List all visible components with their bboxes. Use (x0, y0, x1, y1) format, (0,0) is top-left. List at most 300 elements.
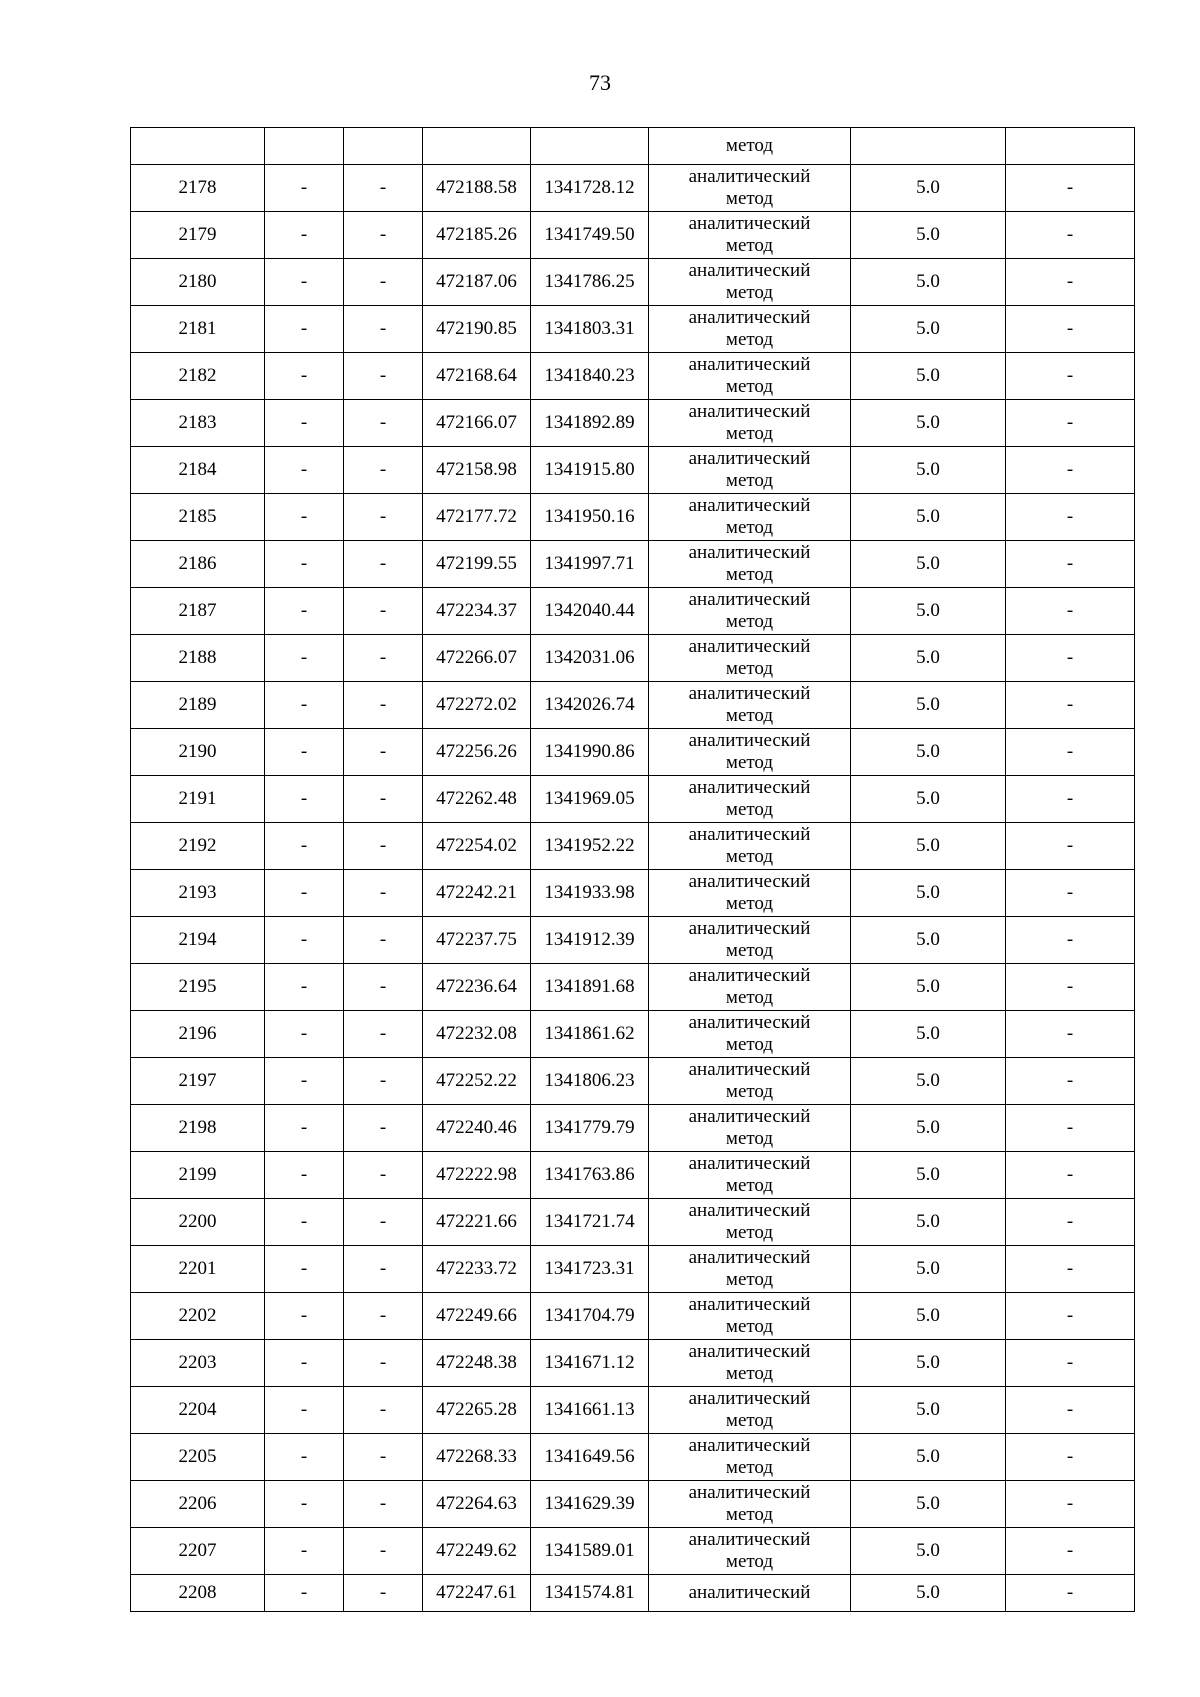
cell-col2: - (265, 776, 344, 823)
method-line: метод (725, 1551, 774, 1572)
cell-y: 1341950.16 (531, 494, 649, 541)
cell-point-number: 2207 (131, 1528, 265, 1575)
method-line: метод (725, 1457, 774, 1478)
table-row (131, 494, 1135, 541)
table-row (131, 212, 1135, 259)
method-line: метод (725, 1081, 774, 1102)
cell-col8: - (1006, 588, 1135, 635)
cell-x: 472262.48 (423, 776, 531, 823)
cell-accuracy: 5.0 (851, 964, 1006, 1011)
cell-accuracy: 5.0 (851, 353, 1006, 400)
cell-col2: - (265, 1575, 344, 1612)
table-row (131, 870, 1135, 917)
cell-point-number: 2187 (131, 588, 265, 635)
cell-point-number: 2206 (131, 1481, 265, 1528)
cell-point-number: 2182 (131, 353, 265, 400)
cell-accuracy: 5.0 (851, 212, 1006, 259)
cell-accuracy: 5.0 (851, 917, 1006, 964)
cell-point-number: 2196 (131, 1011, 265, 1058)
cell-col3: - (344, 1387, 423, 1434)
method-line: метод (725, 1316, 774, 1337)
method-line: метод (725, 517, 774, 538)
cell-method (649, 447, 851, 494)
cell-col2: - (265, 541, 344, 588)
method-line: аналитический (688, 965, 811, 986)
cell-col2 (265, 128, 344, 165)
cell-x: 472252.22 (423, 1058, 531, 1105)
cell-col8: - (1006, 964, 1135, 1011)
cell-method (649, 588, 851, 635)
method-line: аналитический (688, 730, 811, 751)
cell-y (531, 128, 649, 165)
cell-col8: - (1006, 400, 1135, 447)
cell-x (423, 128, 531, 165)
cell-col8 (1006, 128, 1135, 165)
cell-col2: - (265, 682, 344, 729)
cell-col2: - (265, 1528, 344, 1575)
table-row (131, 1058, 1135, 1105)
cell-x: 472249.66 (423, 1293, 531, 1340)
cell-method (649, 1152, 851, 1199)
cell-col3: - (344, 494, 423, 541)
cell-col3: - (344, 1058, 423, 1105)
cell-point-number: 2188 (131, 635, 265, 682)
cell-point-number: 2190 (131, 729, 265, 776)
cell-x: 472190.85 (423, 306, 531, 353)
table-row (131, 1152, 1135, 1199)
cell-col2: - (265, 447, 344, 494)
cell-col3 (344, 128, 423, 165)
cell-method (649, 729, 851, 776)
cell-accuracy: 5.0 (851, 400, 1006, 447)
cell-x: 472249.62 (423, 1528, 531, 1575)
cell-y: 1341749.50 (531, 212, 649, 259)
cell-col3: - (344, 212, 423, 259)
cell-point-number: 2178 (131, 165, 265, 212)
cell-point-number: 2180 (131, 259, 265, 306)
cell-x: 472272.02 (423, 682, 531, 729)
cell-accuracy: 5.0 (851, 682, 1006, 729)
cell-accuracy: 5.0 (851, 165, 1006, 212)
cell-point-number: 2184 (131, 447, 265, 494)
cell-col8: - (1006, 870, 1135, 917)
cell-col3: - (344, 1481, 423, 1528)
cell-method (649, 682, 851, 729)
cell-x: 472199.55 (423, 541, 531, 588)
cell-x: 472268.33 (423, 1434, 531, 1481)
cell-accuracy: 5.0 (851, 1105, 1006, 1152)
cell-col2: - (265, 588, 344, 635)
method-line: аналитический (688, 448, 811, 469)
cell-col2: - (265, 1058, 344, 1105)
cell-y: 1341891.68 (531, 964, 649, 1011)
cell-col3: - (344, 353, 423, 400)
method-line: метод (725, 1128, 774, 1149)
method-line: метод (725, 987, 774, 1008)
cell-x: 472158.98 (423, 447, 531, 494)
cell-point-number: 2186 (131, 541, 265, 588)
method-line: метод (725, 423, 774, 444)
cell-col8: - (1006, 917, 1135, 964)
cell-col2: - (265, 259, 344, 306)
cell-x: 472188.58 (423, 165, 531, 212)
method-line: аналитический (688, 1529, 811, 1550)
cell-y: 1341915.80 (531, 447, 649, 494)
cell-y: 1341892.89 (531, 400, 649, 447)
cell-col2: - (265, 353, 344, 400)
cell-col3: - (344, 917, 423, 964)
table-row (131, 1387, 1135, 1434)
cell-col2: - (265, 165, 344, 212)
cell-accuracy: 5.0 (851, 1528, 1006, 1575)
table-row (131, 353, 1135, 400)
cell-y: 1341671.12 (531, 1340, 649, 1387)
method-line: метод (725, 329, 774, 350)
cell-col8: - (1006, 1293, 1135, 1340)
cell-accuracy: 5.0 (851, 494, 1006, 541)
cell-point-number: 2205 (131, 1434, 265, 1481)
cell-point-number: 2189 (131, 682, 265, 729)
cell-y: 1341629.39 (531, 1481, 649, 1528)
cell-x: 472185.26 (423, 212, 531, 259)
cell-y: 1341912.39 (531, 917, 649, 964)
cell-col3: - (344, 823, 423, 870)
cell-col8: - (1006, 259, 1135, 306)
cell-y: 1341723.31 (531, 1246, 649, 1293)
cell-col3: - (344, 1434, 423, 1481)
cell-method (649, 1481, 851, 1528)
table-row (131, 165, 1135, 212)
cell-point-number: 2200 (131, 1199, 265, 1246)
cell-y: 1341661.13 (531, 1387, 649, 1434)
table-row (131, 588, 1135, 635)
method-line: аналитический (688, 1435, 811, 1456)
method-line: аналитический (688, 589, 811, 610)
method-line: метод (725, 799, 774, 820)
table-row (131, 1575, 1135, 1612)
cell-col8: - (1006, 1199, 1135, 1246)
cell-x: 472254.02 (423, 823, 531, 870)
cell-point-number: 2199 (131, 1152, 265, 1199)
cell-col2: - (265, 306, 344, 353)
cell-accuracy: 5.0 (851, 1481, 1006, 1528)
cell-y: 1341969.05 (531, 776, 649, 823)
cell-col3: - (344, 682, 423, 729)
cell-point-number: 2202 (131, 1293, 265, 1340)
table-row (131, 1481, 1135, 1528)
cell-col2: - (265, 400, 344, 447)
cell-col8: - (1006, 541, 1135, 588)
method-line: аналитический (688, 918, 811, 939)
cell-col2: - (265, 212, 344, 259)
cell-y: 1341997.71 (531, 541, 649, 588)
cell-x: 472264.63 (423, 1481, 531, 1528)
cell-col8: - (1006, 353, 1135, 400)
cell-col3: - (344, 541, 423, 588)
cell-method (649, 917, 851, 964)
cell-x: 472187.06 (423, 259, 531, 306)
cell-point-number: 2204 (131, 1387, 265, 1434)
cell-method (649, 1575, 851, 1612)
cell-accuracy: 5.0 (851, 870, 1006, 917)
cell-accuracy: 5.0 (851, 1434, 1006, 1481)
method-line: метод (725, 940, 774, 961)
method-line: аналитический (688, 1153, 811, 1174)
cell-accuracy: 5.0 (851, 729, 1006, 776)
cell-col3: - (344, 165, 423, 212)
method-line: аналитический (688, 401, 811, 422)
method-line: аналитический (688, 542, 811, 563)
cell-x: 472177.72 (423, 494, 531, 541)
cell-col8: - (1006, 1340, 1135, 1387)
method-line: метод (725, 1410, 774, 1431)
cell-accuracy: 5.0 (851, 1152, 1006, 1199)
cell-accuracy: 5.0 (851, 1293, 1006, 1340)
cell-accuracy: 5.0 (851, 447, 1006, 494)
method-line: аналитический (688, 1012, 811, 1033)
cell-point-number: 2181 (131, 306, 265, 353)
cell-method (649, 541, 851, 588)
method-line: метод (725, 752, 774, 773)
cell-y: 1342040.44 (531, 588, 649, 635)
cell-col8: - (1006, 776, 1135, 823)
method-line: метод (725, 135, 774, 156)
method-line: метод (725, 705, 774, 726)
cell-method (649, 212, 851, 259)
cell-method (649, 1199, 851, 1246)
method-line: аналитический (688, 354, 811, 375)
method-line: аналитический (688, 636, 811, 657)
table-row (131, 964, 1135, 1011)
cell-col8: - (1006, 1246, 1135, 1293)
cell-col3: - (344, 776, 423, 823)
table-row (131, 635, 1135, 682)
cell-col2: - (265, 1387, 344, 1434)
cell-y: 1341786.25 (531, 259, 649, 306)
cell-y: 1341589.01 (531, 1528, 649, 1575)
cell-col2: - (265, 494, 344, 541)
table-row (131, 776, 1135, 823)
cell-method (649, 1058, 851, 1105)
cell-method (649, 1011, 851, 1058)
cell-col3: - (344, 1246, 423, 1293)
method-line: аналитический (688, 307, 811, 328)
cell-col8: - (1006, 1152, 1135, 1199)
table-row (131, 259, 1135, 306)
method-line: метод (725, 470, 774, 491)
cell-col2: - (265, 1293, 344, 1340)
table-row (131, 823, 1135, 870)
cell-point-number: 2193 (131, 870, 265, 917)
method-line: аналитический (688, 1582, 811, 1603)
cell-col3: - (344, 1105, 423, 1152)
method-line: метод (725, 1034, 774, 1055)
cell-col8: - (1006, 729, 1135, 776)
cell-x: 472256.26 (423, 729, 531, 776)
cell-col2: - (265, 1246, 344, 1293)
cell-point-number: 2194 (131, 917, 265, 964)
cell-method (649, 353, 851, 400)
cell-point-number: 2192 (131, 823, 265, 870)
cell-method (649, 870, 851, 917)
cell-col2: - (265, 1199, 344, 1246)
cell-col8: - (1006, 1481, 1135, 1528)
cell-x: 472233.72 (423, 1246, 531, 1293)
table-row (131, 1011, 1135, 1058)
method-line: аналитический (688, 1341, 811, 1362)
method-line: аналитический (688, 1482, 811, 1503)
cell-method (649, 823, 851, 870)
method-line: метод (725, 1269, 774, 1290)
cell-col3: - (344, 400, 423, 447)
cell-point-number (131, 128, 265, 165)
cell-accuracy: 5.0 (851, 776, 1006, 823)
cell-point-number: 2203 (131, 1340, 265, 1387)
cell-x: 472265.28 (423, 1387, 531, 1434)
cell-accuracy: 5.0 (851, 1199, 1006, 1246)
table-row (131, 917, 1135, 964)
method-line: метод (725, 282, 774, 303)
method-line: метод (725, 1363, 774, 1384)
cell-accuracy: 5.0 (851, 306, 1006, 353)
cell-col8: - (1006, 306, 1135, 353)
cell-point-number: 2208 (131, 1575, 265, 1612)
cell-col3: - (344, 1528, 423, 1575)
cell-accuracy (851, 128, 1006, 165)
cell-x: 472234.37 (423, 588, 531, 635)
cell-method (649, 1387, 851, 1434)
cell-point-number: 2191 (131, 776, 265, 823)
cell-y: 1341861.62 (531, 1011, 649, 1058)
cell-method (649, 776, 851, 823)
method-line: метод (725, 611, 774, 632)
cell-y: 1341803.31 (531, 306, 649, 353)
cell-col8: - (1006, 635, 1135, 682)
cell-col2: - (265, 1105, 344, 1152)
cell-point-number: 2198 (131, 1105, 265, 1152)
cell-x: 472240.46 (423, 1105, 531, 1152)
cell-col8: - (1006, 1528, 1135, 1575)
cell-method (649, 259, 851, 306)
cell-col3: - (344, 1575, 423, 1612)
table-row (131, 682, 1135, 729)
cell-x: 472221.66 (423, 1199, 531, 1246)
cell-x: 472237.75 (423, 917, 531, 964)
method-line: аналитический (688, 1106, 811, 1127)
cell-y: 1341721.74 (531, 1199, 649, 1246)
cell-col3: - (344, 1152, 423, 1199)
cell-y: 1341840.23 (531, 353, 649, 400)
method-line: аналитический (688, 1200, 811, 1221)
method-line: метод (725, 564, 774, 585)
cell-method (649, 1340, 851, 1387)
cell-accuracy: 5.0 (851, 541, 1006, 588)
cell-point-number: 2179 (131, 212, 265, 259)
cell-method (649, 306, 851, 353)
cell-col3: - (344, 1199, 423, 1246)
cell-col8: - (1006, 1011, 1135, 1058)
method-line: аналитический (688, 1388, 811, 1409)
continuation-row (131, 128, 1135, 165)
method-line: аналитический (688, 495, 811, 516)
method-line: аналитический (688, 1294, 811, 1315)
cell-method (649, 400, 851, 447)
cell-col3: - (344, 964, 423, 1011)
cell-x: 472166.07 (423, 400, 531, 447)
method-line: метод (725, 376, 774, 397)
cell-col2: - (265, 917, 344, 964)
cell-col2: - (265, 1434, 344, 1481)
method-line: метод (725, 188, 774, 209)
cell-col3: - (344, 635, 423, 682)
cell-method (649, 1293, 851, 1340)
cell-col2: - (265, 1340, 344, 1387)
cell-x: 472168.64 (423, 353, 531, 400)
cell-method (649, 635, 851, 682)
cell-x: 472236.64 (423, 964, 531, 1011)
cell-accuracy: 5.0 (851, 1246, 1006, 1293)
cell-method (649, 1528, 851, 1575)
cell-col2: - (265, 1481, 344, 1528)
table-row (131, 1105, 1135, 1152)
method-line: аналитический (688, 1247, 811, 1268)
cell-method (649, 128, 851, 165)
cell-col3: - (344, 1011, 423, 1058)
cell-y: 1341806.23 (531, 1058, 649, 1105)
cell-y: 1341728.12 (531, 165, 649, 212)
cell-col8: - (1006, 1434, 1135, 1481)
method-line: метод (725, 1175, 774, 1196)
cell-col2: - (265, 964, 344, 1011)
cell-x: 472248.38 (423, 1340, 531, 1387)
cell-x: 472266.07 (423, 635, 531, 682)
cell-accuracy: 5.0 (851, 1575, 1006, 1612)
cell-col8: - (1006, 1105, 1135, 1152)
method-line: аналитический (688, 1059, 811, 1080)
cell-y: 1342026.74 (531, 682, 649, 729)
cell-x: 472247.61 (423, 1575, 531, 1612)
cell-col8: - (1006, 165, 1135, 212)
table-row (131, 400, 1135, 447)
method-line: аналитический (688, 260, 811, 281)
cell-accuracy: 5.0 (851, 1058, 1006, 1105)
cell-col2: - (265, 823, 344, 870)
cell-col2: - (265, 729, 344, 776)
method-line: аналитический (688, 871, 811, 892)
table-row (131, 1246, 1135, 1293)
method-line: аналитический (688, 166, 811, 187)
cell-col2: - (265, 635, 344, 682)
coordinates-table (130, 127, 1135, 1612)
cell-accuracy: 5.0 (851, 1387, 1006, 1434)
cell-y: 1342031.06 (531, 635, 649, 682)
table-row (131, 541, 1135, 588)
cell-accuracy: 5.0 (851, 588, 1006, 635)
cell-y: 1341574.81 (531, 1575, 649, 1612)
table-row (131, 1293, 1135, 1340)
cell-point-number: 2201 (131, 1246, 265, 1293)
cell-method (649, 494, 851, 541)
cell-y: 1341779.79 (531, 1105, 649, 1152)
cell-col8: - (1006, 1575, 1135, 1612)
cell-col3: - (344, 870, 423, 917)
table-row (131, 1528, 1135, 1575)
cell-x: 472232.08 (423, 1011, 531, 1058)
table-row (131, 1199, 1135, 1246)
method-line: аналитический (688, 824, 811, 845)
cell-col8: - (1006, 682, 1135, 729)
cell-y: 1341763.86 (531, 1152, 649, 1199)
